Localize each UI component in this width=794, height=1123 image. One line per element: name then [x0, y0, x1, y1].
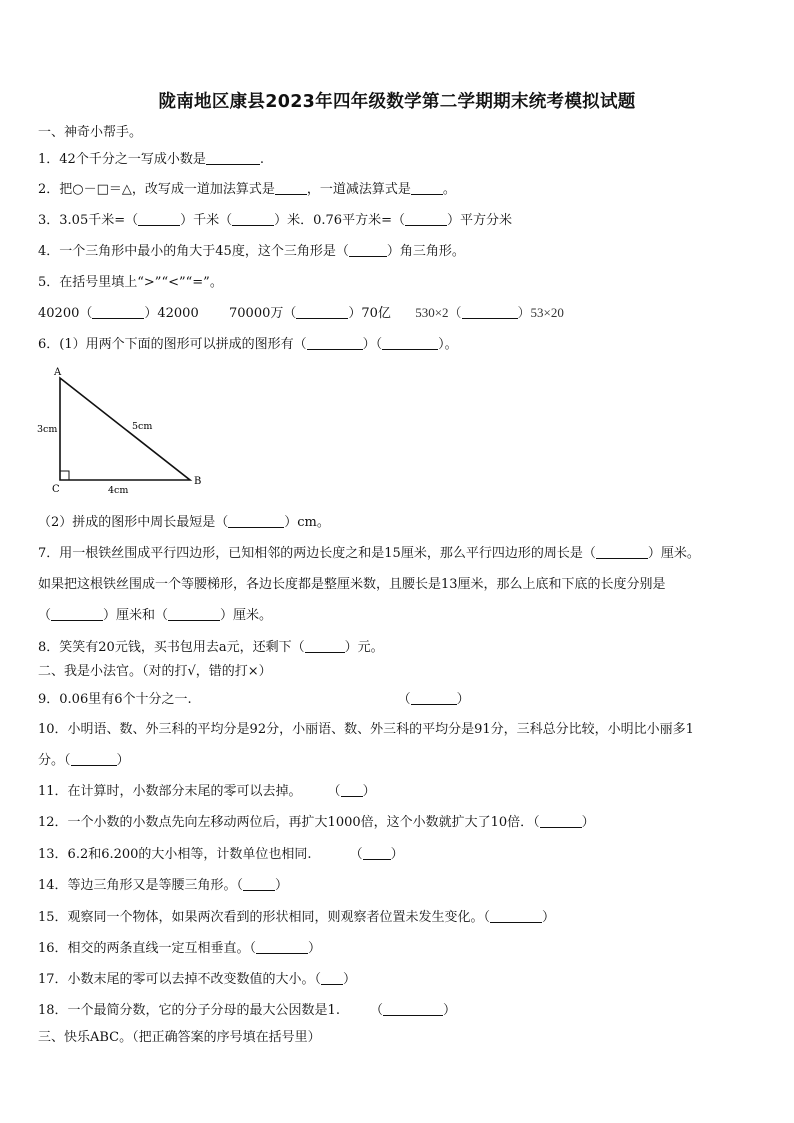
- question-7: 7．用一根铁丝围成平行四边形，已知相邻的两边长度之和是15厘米，那么平行四边形的周长是（ ）厘米。: [38, 546, 700, 561]
- answer-blank[interactable]: [51, 608, 103, 621]
- answer-blank[interactable]: [341, 784, 363, 797]
- question-11: 11．在计算时，小数部分末尾的零可以去掉。 （ ）: [38, 784, 376, 799]
- question-13: 13．6.2和6.200的大小相等，计数单位也相同. （ ）: [38, 847, 404, 862]
- answer-blank[interactable]: [411, 182, 443, 195]
- question-17: 17．小数末尾的零可以去掉不改变数值的大小。（ ）: [38, 972, 357, 987]
- answer-blank[interactable]: [462, 306, 518, 319]
- answer-blank[interactable]: [363, 847, 391, 860]
- vertex-label-b: B: [194, 476, 202, 487]
- answer-blank[interactable]: [305, 640, 345, 653]
- question-12: 12．一个小数的小数点先向左移动两位后，再扩大1000倍，这个小数就扩大了10倍．（ ）: [38, 815, 595, 830]
- answer-blank[interactable]: [596, 546, 648, 559]
- answer-blank[interactable]: [138, 213, 180, 226]
- page-title: 陇南地区康县2023年四年级数学第二学期期末统考模拟试题: [158, 92, 636, 112]
- question-6-part-2: （2）拼成的图形中周长最短是（ ）cm。: [38, 515, 330, 530]
- answer-blank[interactable]: [411, 692, 457, 705]
- side-label-ac: 3cm: [37, 424, 58, 435]
- section-1-heading: 一、神奇小帮手。: [38, 125, 143, 140]
- side-label-bc: 4cm: [108, 485, 129, 496]
- question-2: 2．把○－□＝△，改写成一道加法算式是 ，一道减法算式是 。: [38, 182, 456, 197]
- question-5: 5．在括号里填上“>”“<”“=”。: [38, 275, 223, 290]
- answer-blank[interactable]: [206, 152, 260, 165]
- side-label-ab: 5cm: [132, 421, 153, 432]
- question-16: 16．相交的两条直线一定互相垂直。（ ）: [38, 941, 322, 956]
- question-3: 3．3.05千米=（ ）千米（ ）米．0.76平方米=（ ）平方分米: [38, 213, 512, 228]
- question-5-row: 40200（ ）42000 70000万（ ）70亿 530×2（ ）53×20: [38, 305, 564, 321]
- section-3-heading: 三、快乐ABC。（把正确答案的序号填在括号里）: [38, 1030, 321, 1045]
- question-6: 6．(1）用两个下面的图形可以拼成的图形有（ ）（ ）。: [38, 337, 458, 352]
- triangle-abc: [60, 378, 190, 480]
- answer-blank[interactable]: [243, 878, 275, 891]
- question-9: 9．0.06里有6个十分之一. （ ）: [38, 692, 470, 707]
- answer-blank[interactable]: [540, 815, 582, 828]
- answer-blank[interactable]: [307, 337, 363, 350]
- answer-blank[interactable]: [71, 753, 117, 766]
- question-7-line-3: （ ）厘米和（ ）厘米。: [38, 608, 273, 623]
- answer-blank[interactable]: [296, 306, 348, 319]
- answer-blank[interactable]: [321, 972, 343, 985]
- answer-blank[interactable]: [168, 608, 220, 621]
- answer-blank[interactable]: [275, 182, 307, 195]
- right-triangle-figure: [34, 362, 214, 498]
- question-1: 1．42个千分之一写成小数是 .: [38, 152, 264, 167]
- vertex-label-a: A: [54, 367, 62, 378]
- answer-blank[interactable]: [405, 213, 447, 226]
- question-10: 10．小明语、数、外三科的平均分是92分，小丽语、数、外三科的平均分是91分，三科总分比较，小明比小丽多1: [38, 722, 694, 737]
- question-4: 4．一个三角形中最小的角大于45度，这个三角形是（ ）角三角形。: [38, 244, 465, 259]
- vertex-label-c: C: [52, 484, 60, 495]
- answer-blank[interactable]: [92, 306, 144, 319]
- right-angle-mark: [60, 471, 69, 480]
- question-18: 18．一个最简分数，它的分子分母的最大公因数是1. （ ）: [38, 1003, 456, 1018]
- answer-blank[interactable]: [349, 244, 387, 257]
- answer-blank[interactable]: [490, 910, 542, 923]
- answer-blank[interactable]: [383, 1003, 443, 1016]
- question-8: 8．笑笑有20元钱，买书包用去a元，还剩下（ ）元。: [38, 640, 384, 655]
- question-7-line-2: 如果把这根铁丝围成一个等腰梯形，各边长度都是整厘米数，且腰长是13厘米，那么上底和下底的长度分别是: [38, 577, 666, 592]
- section-2-heading: 二、我是小法官。（对的打√，错的打×）: [38, 664, 272, 679]
- question-15: 15．观察同一个物体，如果两次看到的形状相同，则观察者位置未发生变化。（ ）: [38, 910, 556, 925]
- answer-blank[interactable]: [228, 515, 284, 528]
- answer-blank[interactable]: [256, 941, 308, 954]
- question-10-line-2: 分。（ ）: [38, 753, 130, 768]
- question-14: 14．等边三角形又是等腰三角形。（ ）: [38, 878, 289, 893]
- answer-blank[interactable]: [232, 213, 274, 226]
- answer-blank[interactable]: [382, 337, 438, 350]
